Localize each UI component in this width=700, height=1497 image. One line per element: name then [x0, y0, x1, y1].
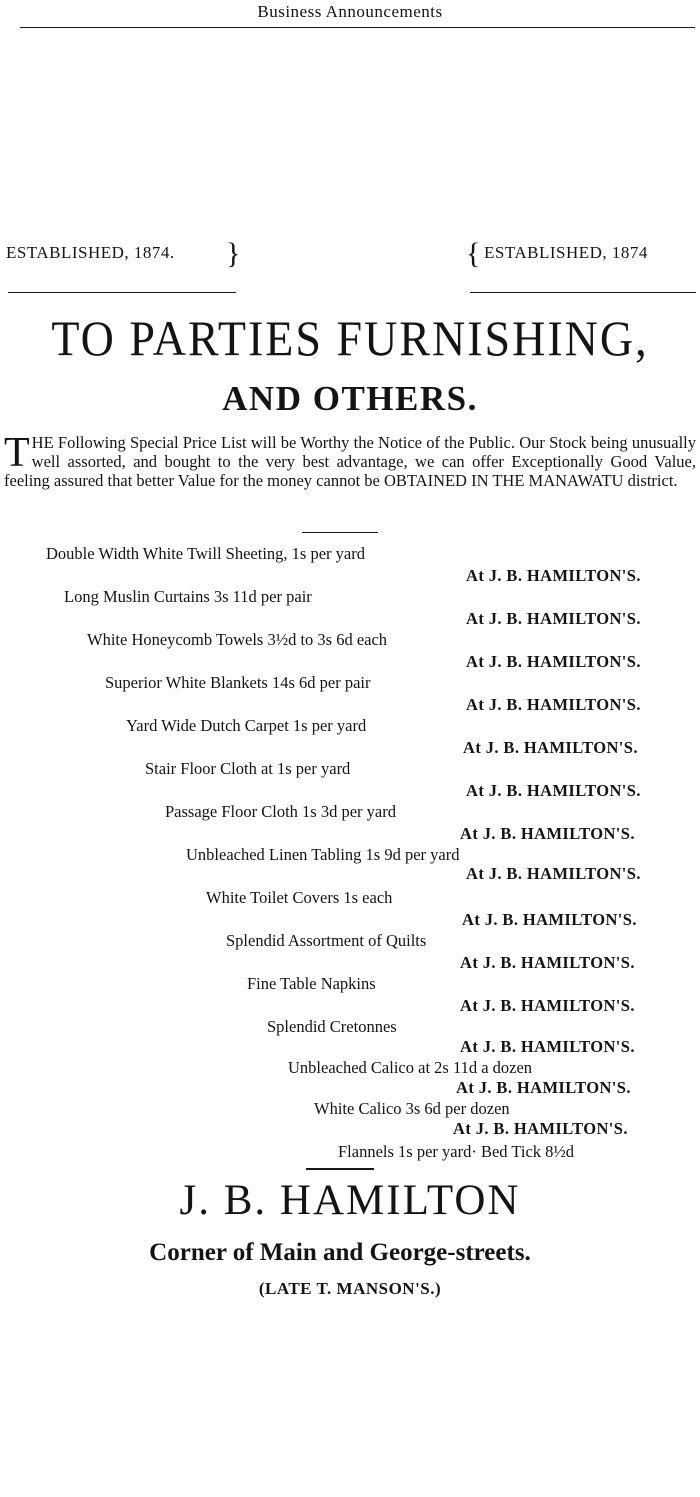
header-rule [20, 27, 695, 28]
price-item-seller: At J. B. HAMILTON'S. [466, 566, 641, 585]
page-header: Business Announcements [257, 2, 443, 21]
price-item: Yard Wide Dutch Carpet 1s per yard [126, 716, 367, 735]
closing-line: Flannels 1s per yard· Bed Tick 8½d [338, 1142, 575, 1161]
price-item: Unbleached Linen Tabling 1s 9d per yard [186, 845, 460, 864]
established-right: ESTABLISHED, 1874 [484, 243, 648, 262]
price-item-seller: At J. B. HAMILTON'S. [456, 1078, 631, 1097]
price-item: Splendid Assortment of Quilts [226, 931, 427, 950]
subheadline: AND OTHERS. [222, 379, 478, 418]
price-item: Long Muslin Curtains 3s 11d per pair [64, 587, 312, 606]
intro-text: HE Following Special Price List will be Worthy the Notice of the Public. Our Stock being unusually well assorted, and bought to the very best advantage, we can offer Exceptionally Good Value, feeling assured that better Value for the money cannot be OBTAINED IN THE MANAWATU district. [4, 433, 696, 490]
price-item: Unbleached Calico at 2s 11d a dozen [288, 1058, 533, 1077]
price-item: White Toilet Covers 1s each [206, 888, 393, 907]
price-item-seller: At J. B. HAMILTON'S. [466, 609, 641, 628]
price-item-seller: At J. B. HAMILTON'S. [466, 695, 641, 714]
price-item: Stair Floor Cloth at 1s per yard [145, 759, 351, 778]
price-item-seller: At J. B. HAMILTON'S. [453, 1119, 628, 1138]
intro-rule [302, 532, 378, 533]
brand-name: J. B. HAMILTON [179, 1177, 521, 1224]
intro-paragraph [4, 430, 696, 490]
price-item-seller: At J. B. HAMILTON'S. [460, 953, 635, 972]
brace-left: } [226, 237, 241, 270]
brace-right: { [466, 237, 481, 270]
intro-dropcap: T [4, 430, 30, 476]
brand-rule [306, 1168, 374, 1170]
price-item-seller: At J. B. HAMILTON'S. [460, 1037, 635, 1056]
price-item: White Honeycomb Towels 3½d to 3s 6d each [87, 630, 388, 649]
price-item-seller: At J. B. HAMILTON'S. [466, 864, 641, 883]
price-item: Splendid Cretonnes [267, 1017, 397, 1036]
price-item-seller: At J. B. HAMILTON'S. [463, 738, 638, 757]
price-item-seller: At J. B. HAMILTON'S. [466, 652, 641, 671]
price-item: Superior White Blankets 14s 6d per pair [105, 673, 371, 692]
established-rule-right [470, 292, 696, 293]
headline: TO PARTIES FURNISHING, [51, 310, 649, 367]
price-item: White Calico 3s 6d per dozen [314, 1099, 510, 1118]
formerly-note: (LATE T. MANSON'S.) [258, 1279, 442, 1298]
price-item-seller: At J. B. HAMILTON'S. [460, 824, 635, 843]
price-item: Double Width White Twill Sheeting, 1s per yard [46, 544, 365, 563]
price-item: Passage Floor Cloth 1s 3d per yard [165, 802, 396, 821]
price-item: Fine Table Napkins [247, 974, 376, 993]
price-item-seller: At J. B. HAMILTON'S. [462, 910, 637, 929]
established-rule-left [8, 292, 236, 293]
price-item-seller: At J. B. HAMILTON'S. [460, 996, 635, 1015]
address: Corner of Main and George-streets. [149, 1239, 531, 1266]
established-left: ESTABLISHED, 1874. [6, 243, 175, 262]
price-item-seller: At J. B. HAMILTON'S. [466, 781, 641, 800]
